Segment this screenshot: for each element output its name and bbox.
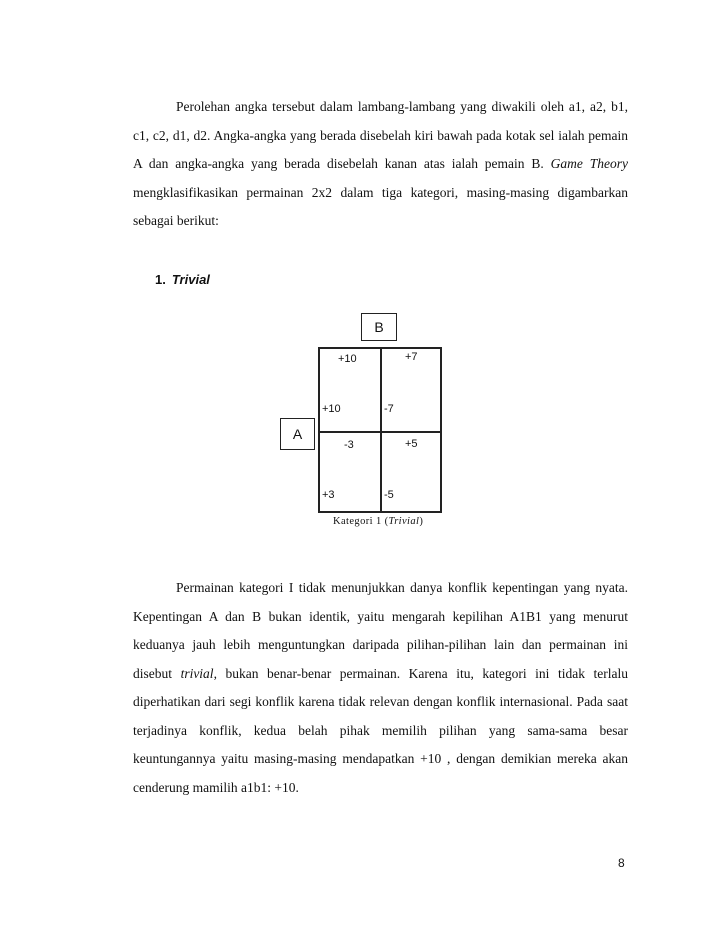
matrix-horizontal-divider bbox=[318, 431, 442, 433]
caption-suffix: ) bbox=[419, 516, 424, 527]
cell-a1b2-payoff-b: +7 bbox=[405, 351, 418, 363]
section-number: 1. bbox=[155, 272, 166, 287]
cell-a1b1-payoff-b: +10 bbox=[338, 353, 357, 365]
cell-a2b2-payoff-a: -5 bbox=[384, 489, 394, 501]
section-title: Trivial bbox=[171, 272, 210, 287]
caption-italic: Trivial bbox=[388, 516, 420, 527]
game-theory-term: Game Theory bbox=[550, 156, 628, 171]
paragraph-intro-text-b: mengklasifikasikan permainan 2x2 dalam tiga kategori, masing-masing digambarkan sebagai berikut: bbox=[133, 184, 628, 228]
paragraph-intro-text-a: Perolehan angka tersebut dalam lambang-lambang yang diwakili oleh a1, a2, b1, c1, c2, d1, d2. Angka-angka yang berada disebelah kiri bawah pada kotak sel ialah pemain A dan angka-angka yang berada disebelah kanan atas ialah pemain B. bbox=[133, 99, 628, 171]
caption-prefix: Kategori 1 ( bbox=[333, 516, 389, 527]
player-b-label: B bbox=[361, 313, 397, 341]
matrix-caption bbox=[333, 516, 423, 527]
paragraph-explanation bbox=[133, 574, 628, 802]
trivial-term: trivial bbox=[180, 665, 214, 681]
cell-a1b1-payoff-a: +10 bbox=[322, 403, 341, 415]
cell-a2b1-payoff-b: -3 bbox=[344, 439, 354, 451]
section-heading bbox=[155, 272, 210, 287]
paragraph-explanation-text-a: Permainan kategori I tidak menunjukkan danya konflik kepentingan yang nyata. Kepentingan A dan B bukan identik, yaitu mengarah kepilihan A1B1 yang menurut keduanya jauh lebih menguntungkan daripada pilihan-pilihan lain dan permainan ini disebut bbox=[133, 580, 628, 681]
page-number: 8 bbox=[618, 856, 625, 870]
player-a-label: A bbox=[280, 418, 315, 450]
cell-a2b2-payoff-b: +5 bbox=[405, 438, 418, 450]
matrix-vertical-divider bbox=[380, 347, 382, 513]
paragraph-intro bbox=[133, 93, 628, 236]
cell-a2b1-payoff-a: +3 bbox=[322, 489, 335, 501]
paragraph-explanation-text-b: , bukan benar-benar permainan. Karena itu, kategori ini tidak terlalu diperhatikan dari segi konflik karena tidak relevan dengan konflik internasional. Pada saat terjadinya konflik, kedua belah pihak memilih pilihan yang sama-sama besar keuntungannya yaitu masing-masing mendapatkan +10 , dengan demikian mereka akan cenderung mamilih a1b1: +10. bbox=[133, 665, 628, 795]
cell-a1b2-payoff-a: -7 bbox=[384, 403, 394, 415]
